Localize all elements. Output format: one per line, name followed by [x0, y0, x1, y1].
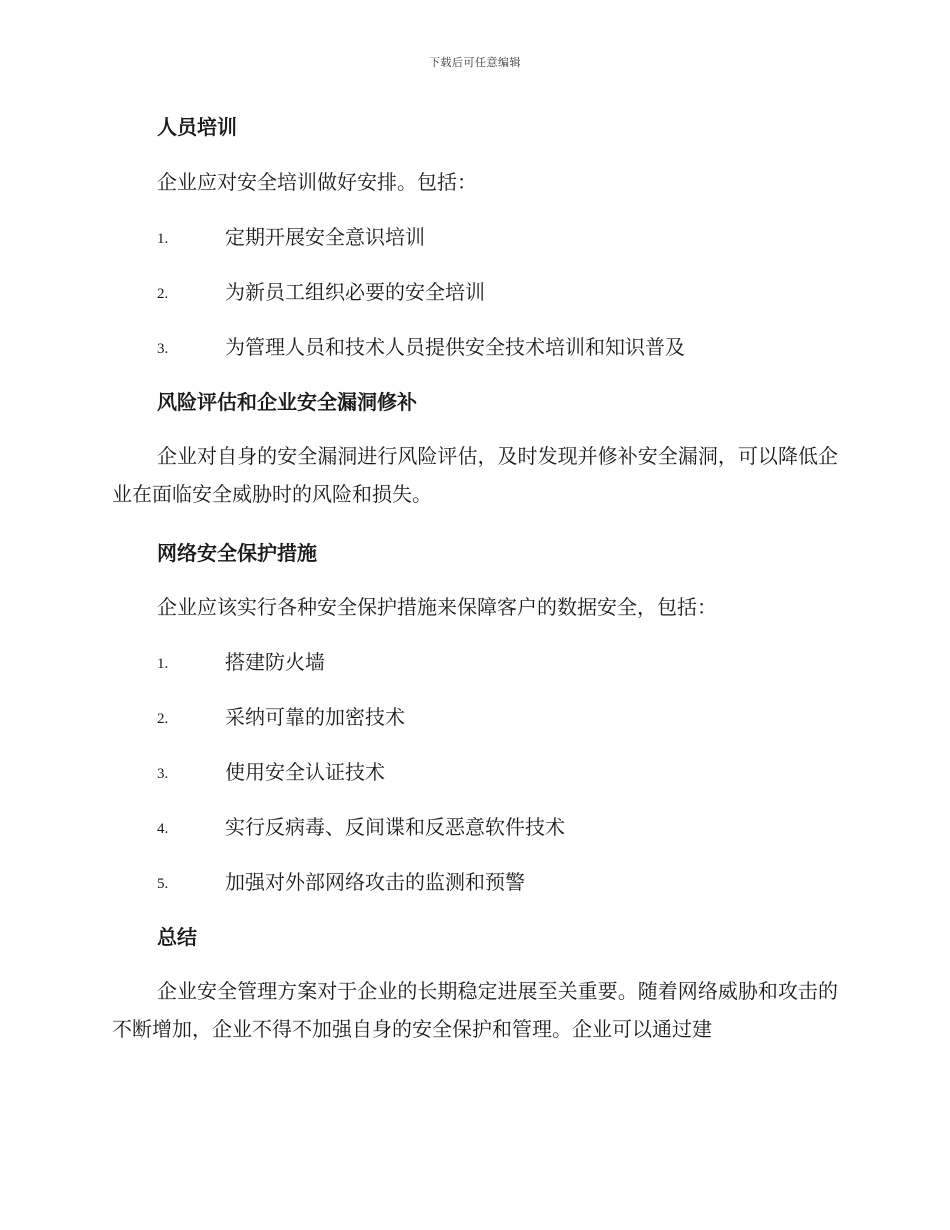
list-text: 使用安全认证技术 — [225, 760, 385, 784]
list-number: 3. — [157, 341, 169, 357]
list-text: 为新员工组织必要的安全培训 — [225, 280, 485, 304]
list-text: 为管理人员和技术人员提供安全技术培训和知识普及 — [225, 335, 685, 359]
page-header-note: 下载后可任意编辑 — [429, 56, 521, 69]
section-heading-network: 网络安全保护措施 — [157, 541, 317, 565]
list-number: 2. — [157, 711, 169, 727]
list-number: 1. — [157, 656, 169, 672]
section-heading-risk: 风险评估和企业安全漏洞修补 — [157, 390, 417, 414]
list-number: 3. — [157, 766, 169, 782]
list-text: 加强对外部网络攻击的监测和预警 — [225, 870, 525, 894]
list-text: 搭建防火墙 — [225, 650, 325, 674]
list-number: 4. — [157, 821, 169, 837]
risk-body: 企业对自身的安全漏洞进行风险评估，及时发现并修补安全漏洞，可以降低企业在面临安全威胁时的风险和损失。 — [112, 444, 838, 506]
network-intro: 企业应该实行各种安全保护措施来保障客户的数据安全，包括： — [157, 595, 717, 619]
list-number: 5. — [157, 876, 169, 892]
section-heading-training: 人员培训 — [157, 115, 237, 139]
training-intro: 企业应对安全培训做好安排。包括： — [157, 170, 477, 194]
list-number: 1. — [157, 231, 169, 247]
section-heading-summary: 总结 — [157, 925, 197, 949]
summary-body: 企业安全管理方案对于企业的长期稳定进展至关重要。随着网络威胁和攻击的不断增加，企业不得不加强自身的安全保护和管理。企业可以通过建 — [112, 979, 838, 1041]
list-text: 实行反病毒、反间谍和反恶意软件技术 — [225, 815, 565, 839]
list-text: 采纳可靠的加密技术 — [225, 705, 405, 729]
list-number: 2. — [157, 286, 169, 302]
list-text: 定期开展安全意识培训 — [225, 225, 425, 249]
